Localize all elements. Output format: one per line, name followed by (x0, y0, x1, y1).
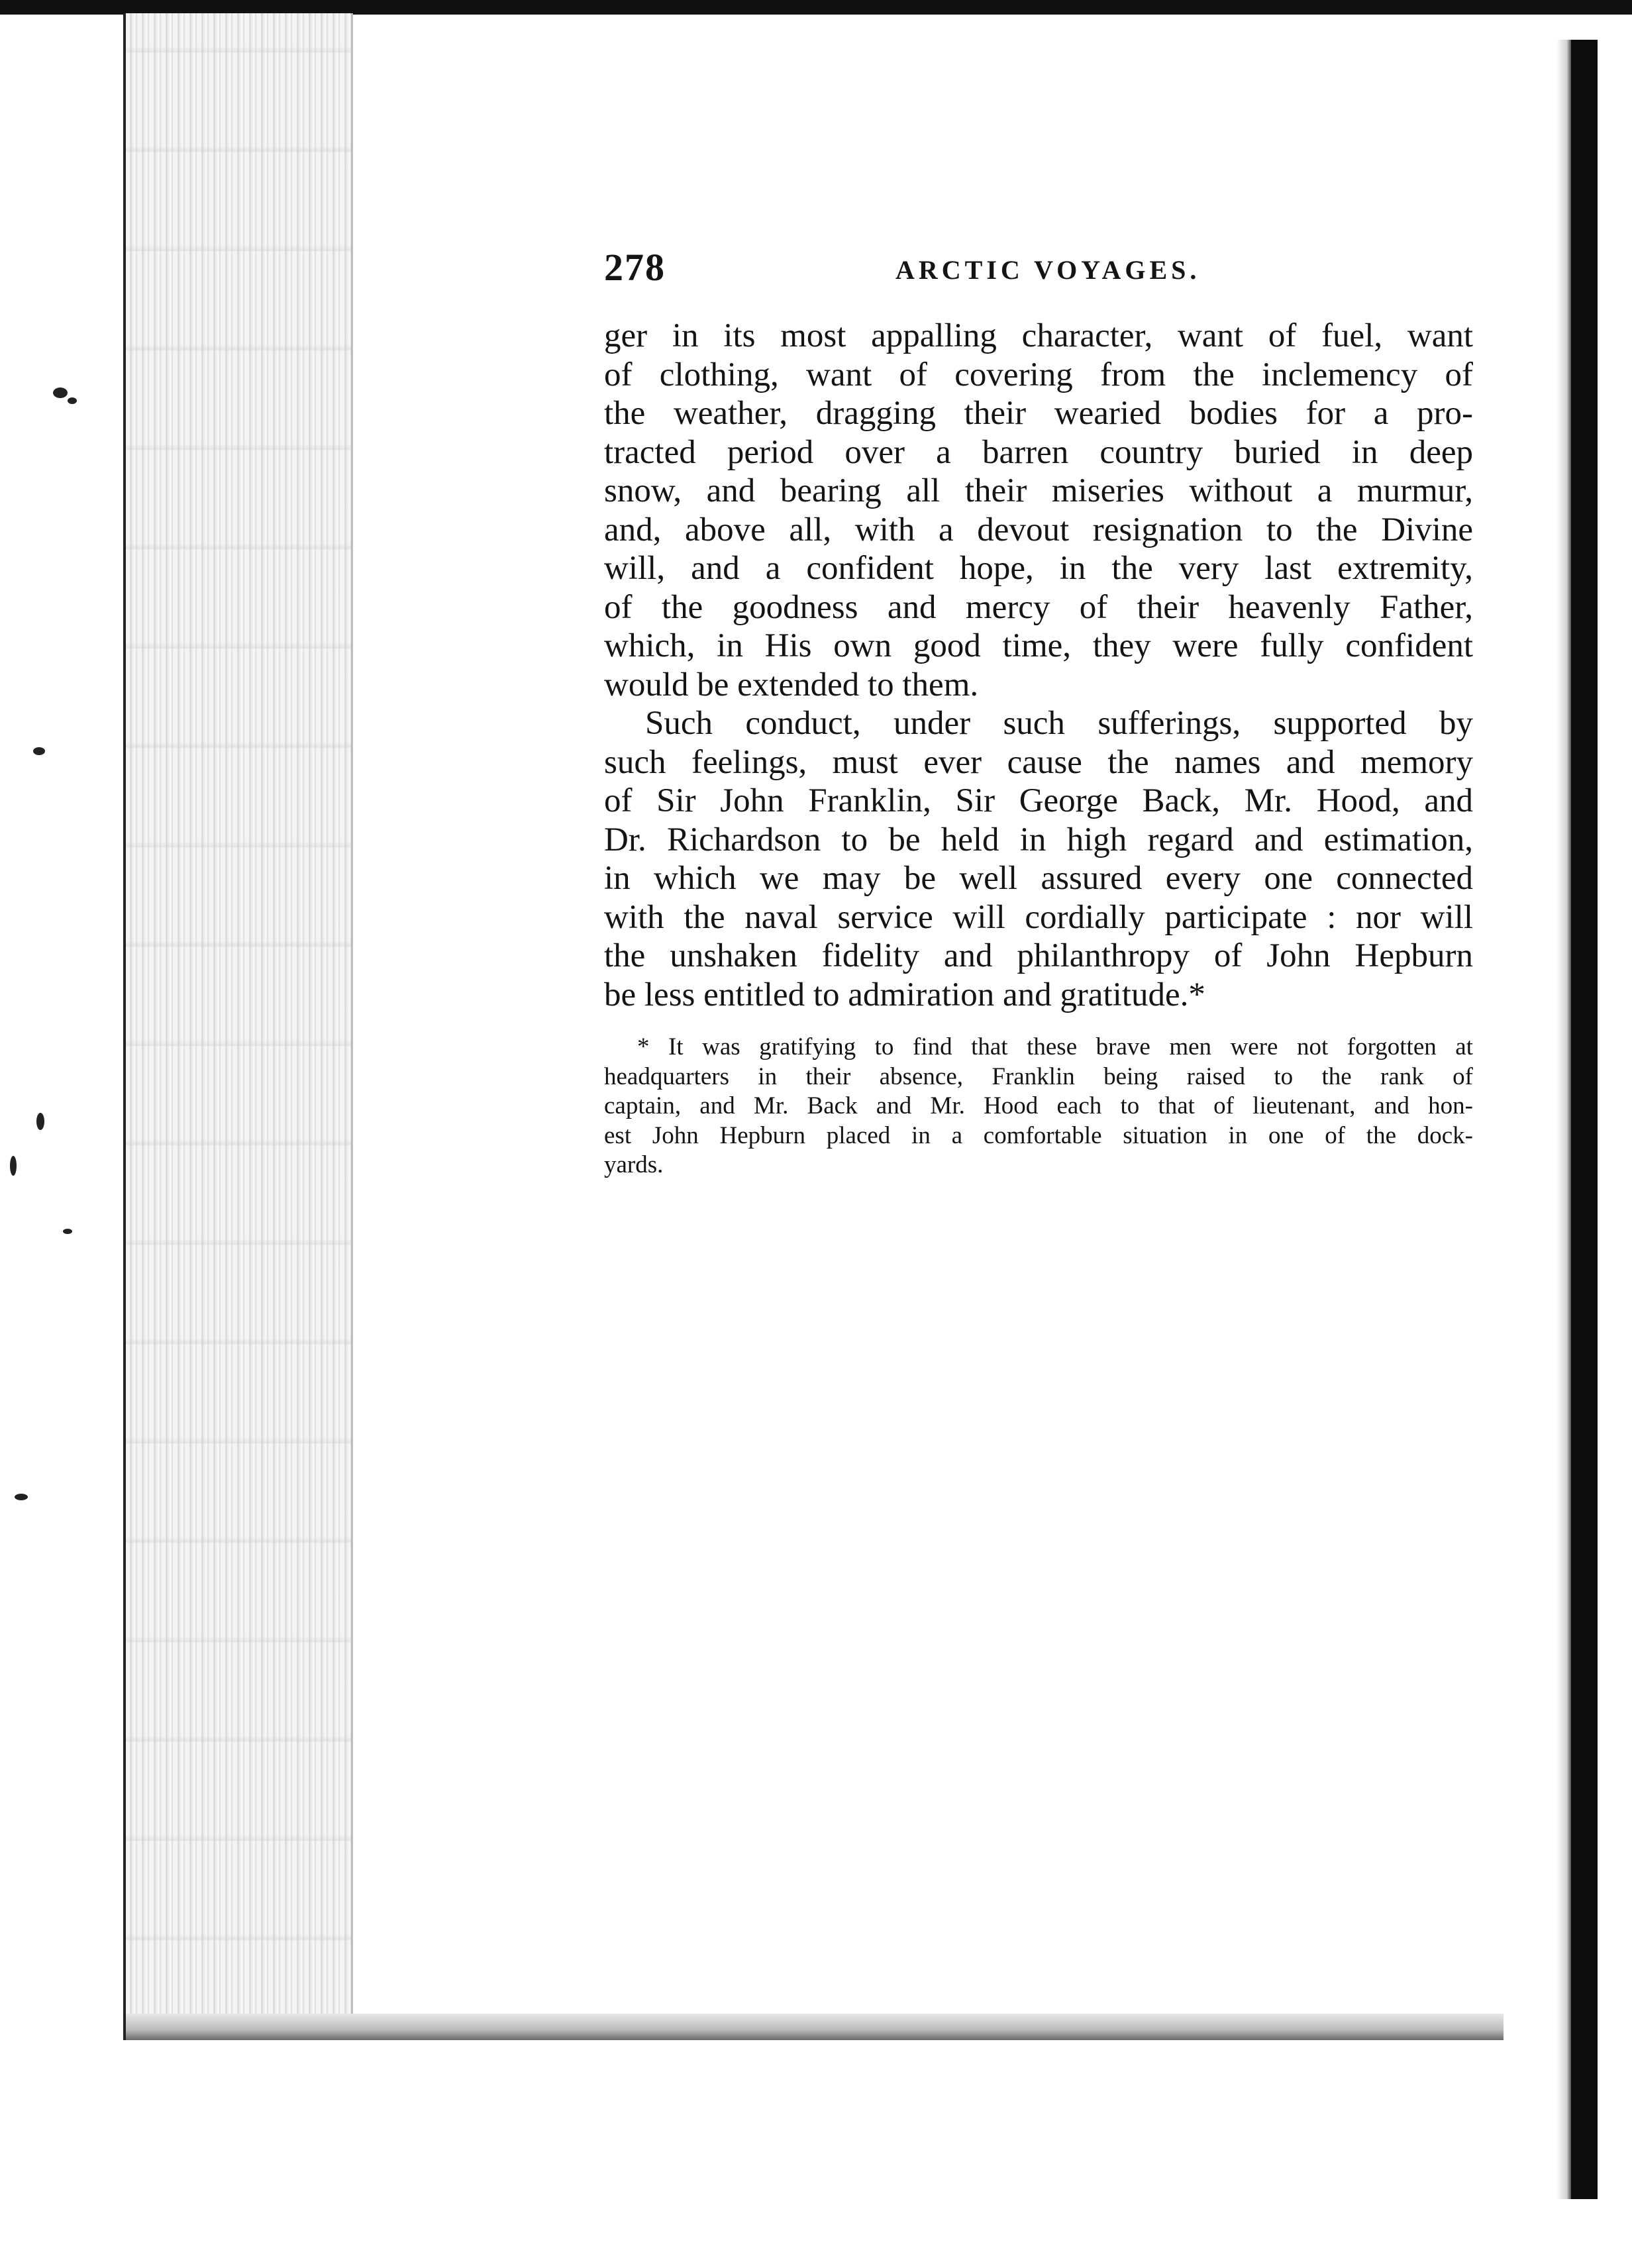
paragraph (604, 704, 1485, 1014)
scan-top-border (0, 0, 1632, 15)
footnote (604, 1033, 1485, 1180)
footnote-line: captain, and Mr. Back and Mr. Hood each to that of lieutenant, and hon- (604, 1092, 1473, 1119)
text-line: will, and a confident hope, in the very last extremity, (604, 550, 1473, 587)
scan-speck (33, 747, 45, 755)
scan-speck (63, 1229, 72, 1234)
text-line: be less entitled to admiration and gratitude.* (604, 976, 1205, 1013)
page-bottom-edge (126, 2014, 1504, 2040)
scan-speck (68, 397, 77, 404)
page-number: 278 (604, 246, 666, 289)
footnote-line: est John Hepburn placed in a comfortable situation in one of the dock- (604, 1121, 1473, 1149)
text-line: Such conduct, under such sufferings, supported by (645, 705, 1473, 742)
page-header (604, 245, 1485, 298)
footnote-line: yards. (604, 1151, 664, 1178)
scan-speck (15, 1494, 28, 1500)
text-line: and, above all, with a devout resignation to the Divine (604, 511, 1473, 548)
footnote-line: * It was gratifying to find that these brave men were not forgotten at (637, 1033, 1473, 1060)
right-book-board (1571, 40, 1598, 2199)
text-line: of Sir John Franklin, Sir George Back, Mr. Hood, and (604, 782, 1473, 819)
running-head: ARCTIC VOYAGES. (895, 255, 1201, 285)
text-line: snow, and bearing all their miseries without a murmur, (604, 472, 1473, 509)
text-line: which, in His own good time, they were fully confident (604, 627, 1473, 664)
text-line: in which we may be well assured every one connected (604, 860, 1473, 897)
right-page-gutter (1556, 40, 1571, 2199)
stacked-page-edges (126, 13, 353, 2034)
footnote-line: headquarters in their absence, Franklin being raised to the rank of (604, 1062, 1473, 1090)
text-line: such feelings, must ever cause the names and memory (604, 743, 1473, 781)
text-line: Dr. Richardson to be held in high regard and estimation, (604, 821, 1473, 858)
text-line: of clothing, want of covering from the inclemency of (604, 356, 1473, 393)
scan-speck (10, 1156, 17, 1176)
text-line: would be extended to them. (604, 666, 979, 703)
text-line: tracted period over a barren country buried in deep (604, 433, 1473, 471)
text-line: with the naval service will cordially participate : nor will (604, 898, 1473, 936)
scan-speck (36, 1113, 44, 1130)
text-line: the unshaken fidelity and philanthropy of John Hepburn (604, 937, 1473, 974)
text-line: ger in its most appalling character, want of fuel, want (604, 317, 1473, 354)
text-line: the weather, dragging their wearied bodies for a pro- (604, 395, 1473, 432)
paragraph (604, 317, 1485, 704)
book-page (604, 245, 1485, 1180)
scan-speck (53, 387, 68, 398)
text-line: of the goodness and mercy of their heavenly Father, (604, 588, 1473, 626)
